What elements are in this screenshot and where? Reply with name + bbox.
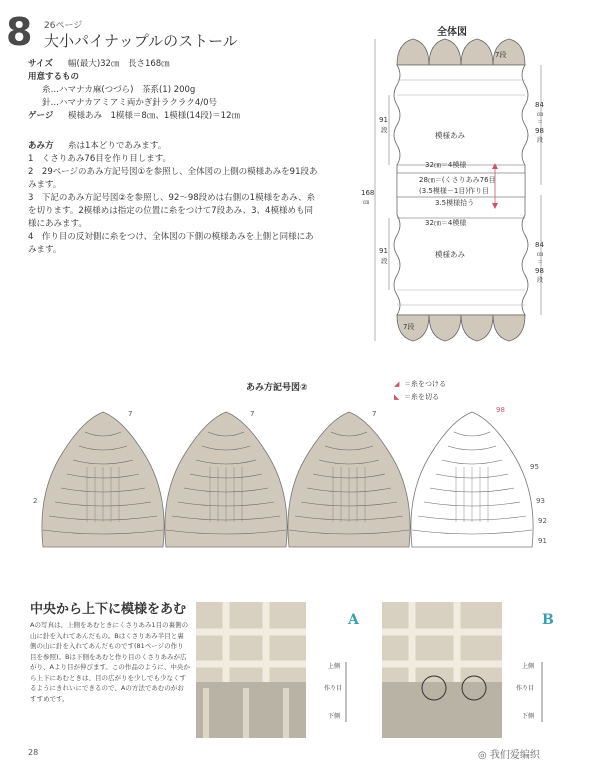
page-reference: 26ページ: [44, 21, 83, 31]
photo-b-image: [382, 602, 560, 738]
bottom-rows-label: 7段: [403, 323, 415, 331]
wechat-watermark: [478, 746, 540, 761]
rows-91-bottom-unit: 段: [381, 257, 388, 265]
row-label: 93: [536, 497, 545, 505]
pattern-top-label: 模様あみ: [435, 131, 465, 140]
right-bottom-unit: ㎝: [537, 251, 544, 258]
row-label: 2: [33, 497, 38, 505]
right-top-rows-unit: 段: [537, 137, 544, 144]
rows-91-top: 91: [379, 116, 388, 124]
photo-b-label: B: [542, 612, 554, 628]
right-top-cm: 84: [535, 101, 544, 109]
foundation-label: 作り目: [324, 685, 343, 692]
rows-91-top-unit: 段: [381, 126, 388, 134]
spec-size: サイズ 幅(最大)32㎝ 長さ168㎝: [28, 59, 170, 69]
spec-materials: 用意するもの: [28, 72, 80, 82]
method-heading-line: あみ方 糸は1本どりであみます。: [28, 141, 167, 151]
row-label: 7: [128, 410, 133, 418]
wechat-icon: ◎: [478, 750, 487, 761]
row-label: 92: [538, 517, 547, 525]
method-step: 3 下記のあみ方記号図②を参照し、92～98段めは右側の1模様をあみ、糸を切ります。2模様めは指定の位置に糸をつけて7段あみ、3、4模様めも同様にあみます。: [28, 193, 316, 229]
row-label: 7: [250, 410, 255, 418]
wechat-label: 我们爱编织: [489, 750, 540, 761]
right-bottom-rows: 98: [535, 267, 544, 275]
pattern-number: 8: [6, 10, 33, 54]
total-length-unit: ㎝: [363, 199, 370, 206]
right-top-unit: ㎝: [537, 111, 544, 118]
right-bottom-rows-unit: 段: [537, 277, 544, 284]
method-step: 4 作り目の反対側に糸をつけ、全体図の下側の模様あみを上側と同様にあみます。: [28, 232, 314, 255]
page-title: 大小パイナップルのストール: [44, 32, 238, 50]
row-label: 98: [496, 406, 505, 414]
width-top-label: 32㎝＝4模様: [425, 161, 467, 169]
row-label: 7: [372, 410, 377, 418]
photo-a-label: A: [348, 612, 359, 628]
photo-a: [196, 602, 374, 738]
overall-title: 全体図: [437, 27, 467, 38]
row-label: 91: [538, 537, 547, 545]
page-number: 28: [28, 748, 39, 757]
upper-label: 上側: [522, 663, 535, 670]
photo-a-image: [196, 602, 374, 738]
spec-yarn: 糸…ハマナカ麻(つづら) 茶系(1) 200g: [42, 85, 196, 95]
symbol-chart-title: あみ方記号図②: [246, 383, 308, 393]
bottom-section-title: 中央から上下に模様をあむ: [30, 602, 187, 617]
spec-gauge: ゲージ 模様あみ 1模様＝8㎝、1模様(14段)＝12㎝: [28, 111, 240, 121]
right-bottom-eq: ＝: [537, 259, 544, 266]
right-bottom-cm: 84: [535, 241, 544, 249]
foundation-label: 作り目: [516, 685, 535, 692]
spec-hook: 針…ハマナカアミアミ両かぎ針ラクラク4/0号: [42, 98, 218, 108]
photo-b: [382, 602, 560, 738]
total-length-label: 168: [361, 189, 375, 197]
overall-diagram: [355, 25, 560, 355]
top-rows-label: 7段: [495, 51, 507, 59]
right-top-eq: ＝: [537, 119, 544, 126]
bottom-section-description: Aの写真は、上側をあむときにくさりあみ1目の裏側の山に針を入れてあんだもの。Bはくさりあみ半目と裏側の山に針を入れてあんだものです(81ページの作り目を参照)。Bは下側をあむと作り目のくさりあみが広がり、Aより目が伸びます。この作品のように、中央から上下にあむときは、目の広がりを少しでも少なくするようにきれいにできるので、Aの方法であむのがおすすめです。: [30, 621, 190, 703]
legend-cut: ＝糸を切る: [404, 393, 439, 401]
lower-label: 下側: [522, 713, 535, 720]
lower-label: 下側: [328, 713, 341, 720]
rows-91-bottom: 91: [379, 247, 388, 255]
center-label-3: 3.5模様拾う: [435, 199, 475, 207]
pineapple-motifs: [42, 412, 533, 547]
legend-join: ＝糸をつける: [404, 380, 446, 388]
method-step: 2 29ページのあみ方記号図①を参照し、全体図の上側の模様あみを91段あみます。: [28, 167, 318, 190]
row-label: 95: [530, 463, 539, 471]
center-label-1: 28㎝＝(くさりあみ76目: [419, 176, 496, 184]
width-bottom-label: 32㎝＝4模様: [425, 219, 467, 227]
cut-symbol: ◣: [394, 393, 400, 401]
specs-block: [28, 58, 318, 123]
method-block: [28, 140, 318, 257]
symbol-chart: [0, 372, 600, 552]
pattern-bottom-label: 模様あみ: [435, 250, 465, 259]
upper-label: 上側: [328, 663, 341, 670]
method-step: 1 くさりあみ76目を作り目します。: [28, 154, 172, 164]
right-top-rows: 98: [535, 127, 544, 135]
join-symbol: ◢: [394, 380, 400, 388]
center-label-2: (3.5模様－1目)作り目: [419, 187, 490, 195]
bottom-scallops: [397, 315, 525, 341]
